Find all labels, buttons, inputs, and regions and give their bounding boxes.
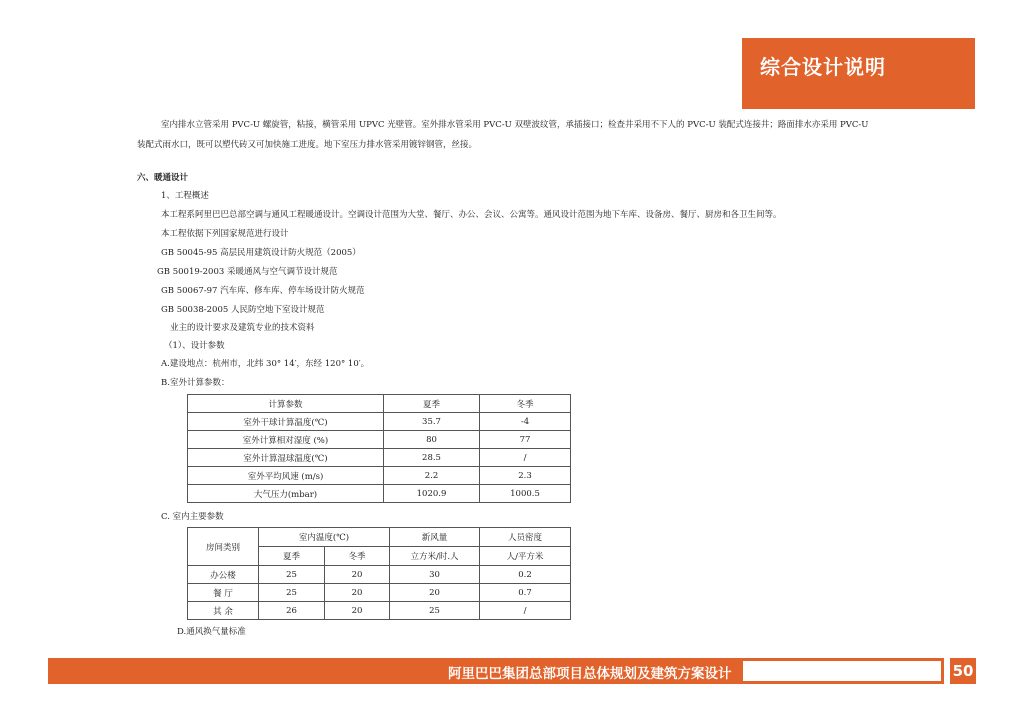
table-header-cell: 室内温度(℃) <box>259 528 390 547</box>
table-cell: 35.7 <box>384 413 480 431</box>
table-row <box>188 485 571 503</box>
table-cell: 大气压力(mbar) <box>188 485 384 503</box>
table-cell: 77 <box>480 431 571 449</box>
table-header-row <box>188 395 571 413</box>
table-cell: 室外计算相对湿度 (%) <box>188 431 384 449</box>
standard-item: GB 50038-2005 人民防空地下室设计规范 <box>161 305 325 315</box>
table-cell: 28.5 <box>384 449 480 467</box>
table-cell: 20 <box>325 566 390 584</box>
section-heading: 六、暖通设计 <box>137 173 189 183</box>
table-cell: / <box>480 449 571 467</box>
title-banner <box>742 38 975 109</box>
table-cell: 80 <box>384 431 480 449</box>
footer-blank-box <box>742 660 942 682</box>
table-row <box>188 584 571 602</box>
table-cell: 其 余 <box>188 602 259 620</box>
table-header-cell: 人员密度 <box>480 528 571 547</box>
standard-item: GB 50019-2003 采暖通风与空气调节设计规范 <box>157 267 338 277</box>
footer-bar <box>48 658 944 684</box>
table-header-cell: 人/平方米 <box>480 547 571 566</box>
intro-line-2: 装配式雨水口，既可以塑代砖又可加快施工进度。地下室压力排水管采用镀锌钢管，丝接。 <box>137 140 478 150</box>
table-header-cell: 夏季 <box>384 395 480 413</box>
indoor-params-title: C. 室内主要参数 <box>161 512 224 522</box>
location-text: A.建设地点：杭州市，北纬 30° 14′，东经 120° 10′。 <box>161 359 370 369</box>
table-row <box>188 566 571 584</box>
table-cell: 办公楼 <box>188 566 259 584</box>
table-header-cell: 冬季 <box>480 395 571 413</box>
table-cell: 室外干球计算温度(℃) <box>188 413 384 431</box>
project-title: 阿里巴巴集团总部项目总体规划及建筑方案设计 <box>448 666 732 682</box>
page-number: 50 <box>950 658 976 684</box>
table-cell: 2.2 <box>384 467 480 485</box>
table-cell: 1020.9 <box>384 485 480 503</box>
table-row <box>188 413 571 431</box>
page-title: 综合设计说明 <box>760 55 886 79</box>
table-header-cell: 夏季 <box>259 547 325 566</box>
table-cell: 室外计算湿球温度(℃) <box>188 449 384 467</box>
table-row <box>188 602 571 620</box>
table-cell: 0.7 <box>480 584 571 602</box>
standard-item: GB 50067-97 汽车库、修车库、停车场设计防火规范 <box>161 286 365 296</box>
table-cell: 室外平均风速 (m/s) <box>188 467 384 485</box>
table-cell: 25 <box>390 602 480 620</box>
table-cell: 20 <box>390 584 480 602</box>
table-cell: 25 <box>259 566 325 584</box>
subsection-overview: 1、工程概述 <box>161 191 209 201</box>
table-header-cell: 立方米/时.人 <box>390 547 480 566</box>
basis-text: 本工程依据下列国家规范进行设计 <box>161 229 289 239</box>
outdoor-params-title: B.室外计算参数： <box>161 378 230 388</box>
indoor-params-table <box>187 527 571 620</box>
table-cell: 20 <box>325 584 390 602</box>
table-cell: 餐 厅 <box>188 584 259 602</box>
table-header-cell: 房间类别 <box>188 528 259 566</box>
table-row <box>188 467 571 485</box>
table-header-cell: 新风量 <box>390 528 480 547</box>
outdoor-params-table <box>187 394 571 503</box>
table-cell: 1000.5 <box>480 485 571 503</box>
owner-requirements: 业主的设计要求及建筑专业的技术资料 <box>170 323 315 333</box>
table-row <box>188 449 571 467</box>
table-cell: 30 <box>390 566 480 584</box>
table-row <box>188 431 571 449</box>
table-header-cell: 计算参数 <box>188 395 384 413</box>
table-cell: 0.2 <box>480 566 571 584</box>
table-cell: 25 <box>259 584 325 602</box>
intro-line-1: 室内排水立管采用 PVC-U 螺旋管，粘接，横管采用 UPVC 光壁管。室外排水管采用 PVC-U 双壁波纹管，承插接口；检查井采用不下人的 PVC-U 装配式连接井；路面排水亦采用 PVC-U <box>161 120 869 130</box>
ventilation-title: D.通风换气量标准 <box>177 627 246 637</box>
table-header-cell: 冬季 <box>325 547 390 566</box>
standard-item: GB 50045-95 高层民用建筑设计防火规范（2005） <box>161 248 361 258</box>
overview-text: 本工程系阿里巴巴总部空调与通风工程暖通设计。空调设计范围为大堂、餐厅、办公、会议、公寓等。通风设计范围为地下车库、设备房、餐厅、厨房和各卫生间等。 <box>161 210 782 220</box>
table-cell: 2.3 <box>480 467 571 485</box>
table-cell: / <box>480 602 571 620</box>
table-header-row <box>188 528 571 547</box>
params-title: （1）、设计参数 <box>164 341 225 351</box>
table-cell: -4 <box>480 413 571 431</box>
table-cell: 20 <box>325 602 390 620</box>
table-cell: 26 <box>259 602 325 620</box>
